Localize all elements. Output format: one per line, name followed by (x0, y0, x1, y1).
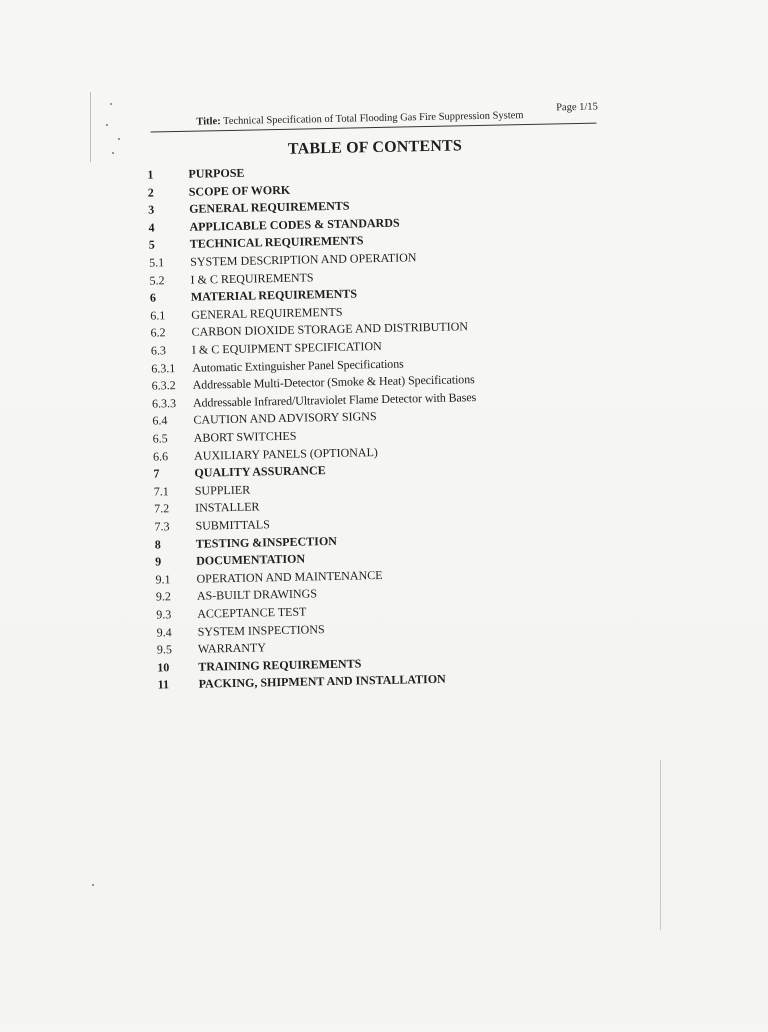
toc-entry-label: OPERATION AND MAINTENANCE (196, 567, 383, 586)
toc-entry-label: TECHNICAL REQUIREMENTS (189, 233, 364, 252)
toc-entry-number: 11 (157, 677, 170, 692)
toc-entry-number: 7 (153, 466, 160, 481)
toc-entry-number: 8 (154, 537, 161, 552)
toc-entry-label: GENERAL REQUIREMENTS (188, 198, 350, 216)
toc-entry-label: Addressable Infrared/Ultraviolet Flame Detector with Bases (192, 389, 477, 410)
toc-entry-label: QUALITY ASSURANCE (194, 463, 326, 480)
toc-entry-number: 6.6 (152, 448, 169, 464)
toc-entry-label: Automatic Extinguisher Panel Specifications (192, 356, 404, 375)
toc-entry-label: ABORT SWITCHES (193, 428, 297, 445)
toc-entry-label: SUBMITTALS (195, 517, 271, 533)
toc-entry-number: 7.3 (154, 519, 170, 534)
toc-entry-number: 6.4 (152, 413, 168, 428)
toc-entry-label: DOCUMENTATION (196, 551, 306, 568)
toc-entry-number: 3 (147, 202, 155, 217)
toc-entry-number: 6.1 (150, 308, 166, 323)
toc-entry-number: 7.1 (153, 484, 169, 499)
toc-entry-number: 9.1 (155, 572, 171, 587)
toc-entry-number: 6.3.1 (151, 360, 176, 376)
toc-entry-label: SYSTEM DESCRIPTION AND OPERATION (190, 250, 417, 269)
toc-entry-number: 9 (155, 554, 162, 569)
toc-entry-number: 9.5 (156, 642, 173, 657)
toc-entry-label: ACCEPTANCE TEST (197, 604, 307, 621)
toc-entry-label: PACKING, SHIPMENT AND INSTALLATION (198, 672, 446, 692)
toc-entry-label: SUPPLIER (194, 482, 251, 498)
toc-entry-label: TESTING &INSPECTION (195, 533, 337, 551)
toc-entry-number: 5.2 (149, 272, 165, 288)
toc-entry-label: I & C EQUIPMENT SPECIFICATION (191, 338, 382, 357)
toc-entry-number: 9.4 (156, 624, 172, 640)
toc-entry-number: 10 (157, 660, 170, 675)
toc-entry-number: 7.2 (154, 501, 170, 516)
title-label: Title: (196, 116, 221, 128)
toc-entry-label: GENERAL REQUIREMENTS (191, 304, 343, 322)
toc-entry-label: CARBON DIOXIDE STORAGE AND DISTRIBUTION (191, 319, 469, 340)
toc-entry-number: 1 (147, 167, 154, 182)
title-text: Technical Specification of Total Flooding Gas Fire Suppression System (223, 110, 524, 128)
page-number: Page 1/15 (556, 101, 598, 114)
toc-entry-number: 6.3.2 (151, 378, 176, 393)
toc-entry-label: INSTALLER (194, 499, 260, 516)
toc-entry-label: AUXILIARY PANELS (OPTIONAL) (193, 444, 378, 463)
toc-entry-label: SCOPE OF WORK (188, 182, 291, 199)
toc-entry-label: WARRANTY (197, 640, 267, 656)
toc-entry-number: 6.2 (150, 325, 166, 340)
toc-entry-number: 6.5 (152, 431, 168, 446)
toc-entry-number: 2 (147, 185, 154, 200)
toc-entry-number: 4 (148, 220, 155, 235)
toc-entry-number: 5 (148, 237, 155, 252)
toc-entry-number: 6 (149, 290, 157, 305)
toc-entry-number: 6.3.3 (151, 395, 177, 411)
toc-entry-label: SYSTEM INSPECTIONS (197, 621, 325, 639)
toc-entry-label: Addressable Multi-Detector (Smoke & Heat) Specifications (192, 372, 475, 392)
toc-entry-label: MATERIAL REQUIREMENTS (190, 286, 358, 304)
toc-entry-label: APPLICABLE CODES & STANDARDS (189, 215, 400, 234)
toc-entry-label: TRAINING REQUIREMENTS (198, 656, 362, 674)
toc-entry-label: CAUTION AND ADVISORY SIGNS (193, 409, 377, 428)
toc-entry-number: 6.3 (150, 343, 167, 358)
toc-entry-label: PURPOSE (188, 165, 245, 181)
toc-heading: TABLE OF CONTENTS (287, 137, 463, 158)
toc-entry-number: 9.2 (155, 589, 172, 604)
toc-entry-number: 5.1 (149, 255, 165, 270)
toc-entry-label: AS-BUILT DRAWINGS (196, 586, 318, 604)
toc-entry-label: I & C REQUIREMENTS (190, 269, 314, 287)
toc-entry-number: 9.3 (156, 607, 172, 622)
